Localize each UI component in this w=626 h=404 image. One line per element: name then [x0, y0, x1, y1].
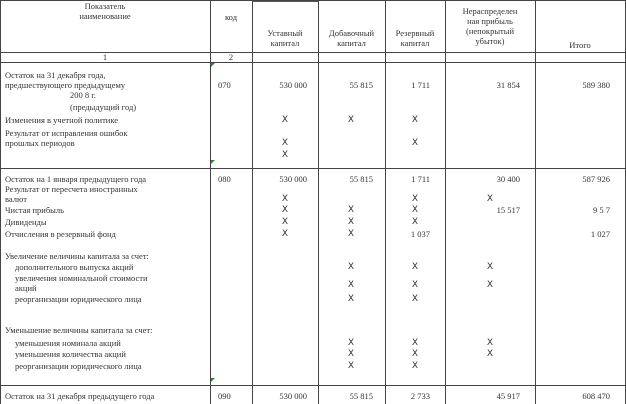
row-070-label: Остаток на 31 декабря года,: [5, 70, 106, 80]
row-increase-item: реорганизации юридического лица: [15, 294, 142, 304]
grid-line: [445, 0, 446, 404]
not-applicable-mark: Х: [281, 115, 289, 125]
not-applicable-mark: Х: [411, 361, 419, 371]
row-080-total: 587 926: [582, 174, 610, 184]
not-applicable-mark: Х: [411, 294, 419, 304]
row-error-fix-2: прошлых периодов: [5, 138, 75, 148]
row-090-additional: 55 815: [349, 391, 373, 401]
row-reserve-fund-reserve: 1 037: [410, 229, 430, 239]
row-net-profit-retained: 15 517: [496, 205, 520, 215]
not-applicable-mark: Х: [411, 338, 419, 348]
not-applicable-mark: Х: [411, 217, 419, 227]
row-070-additional: 55 815: [349, 80, 373, 90]
row-fx-2: валют: [5, 194, 27, 204]
row-070-reserve: 1 711: [411, 80, 430, 90]
grid-line: [385, 0, 386, 404]
row-070-label-2: предшествующего предыдущему: [5, 80, 126, 90]
header-capital: Уставный капитал: [267, 28, 303, 48]
row-080-retained: 30 400: [496, 174, 520, 184]
row-070-code: 070: [218, 80, 231, 90]
header-num-2: 2: [228, 52, 234, 62]
not-applicable-mark: Х: [486, 262, 494, 272]
row-decrease-item: уменьшения количества акций: [15, 349, 126, 359]
row-net-profit: Чистая прибыль: [5, 205, 64, 215]
row-080-label: Остаток на 1 января предыдущего года: [5, 174, 147, 184]
row-080-additional: 55 815: [349, 174, 373, 184]
not-applicable-mark: Х: [347, 205, 355, 215]
grid-line: [0, 168, 626, 169]
header-additional: Добавочный капитал: [328, 28, 375, 48]
grid-line: [535, 0, 536, 404]
grid-line: [252, 0, 253, 404]
row-090-label: Остаток на 31 декабря предыдущего года: [5, 391, 155, 401]
row-policy-change: Изменения в учетной политике: [5, 115, 119, 125]
cell-comment-flag: [211, 160, 215, 164]
not-applicable-mark: Х: [281, 194, 289, 204]
row-reserve-fund-total: 1 027: [590, 229, 610, 239]
row-080-code: 080: [218, 174, 231, 184]
row-090-total: 608 470: [582, 391, 610, 401]
not-applicable-mark: Х: [347, 262, 355, 272]
row-070-retained: 31 854: [496, 80, 520, 90]
not-applicable-mark: Х: [281, 150, 289, 160]
row-090-reserve: 2 733: [410, 391, 430, 401]
row-decrease-item: реорганизации юридического лица: [15, 361, 142, 371]
row-increase: Увеличение величины капитала за счет:: [5, 251, 149, 261]
not-applicable-mark: Х: [347, 349, 355, 359]
not-applicable-mark: Х: [347, 229, 355, 239]
row-error-fix: Результат от исправления ошибок: [5, 128, 128, 138]
not-applicable-mark: Х: [411, 194, 419, 204]
row-070-sub: (предыдущий год): [70, 102, 137, 112]
not-applicable-mark: Х: [486, 280, 494, 290]
header-total: Итого: [569, 40, 591, 50]
not-applicable-mark: Х: [347, 294, 355, 304]
not-applicable-mark: Х: [281, 229, 289, 239]
row-080-reserve: 1 711: [411, 174, 430, 184]
header-reserve: Резервный капитал: [395, 28, 435, 48]
not-applicable-mark: Х: [347, 280, 355, 290]
not-applicable-mark: Х: [347, 338, 355, 348]
not-applicable-mark: Х: [281, 217, 289, 227]
row-decrease: Уменьшение величины капитала за счет:: [5, 325, 153, 335]
row-090-capital: 530 000: [279, 391, 307, 401]
not-applicable-mark: Х: [347, 361, 355, 371]
not-applicable-mark: Х: [486, 194, 494, 204]
row-increase-item: акций: [15, 283, 37, 293]
row-070-total: 589 380: [582, 80, 610, 90]
row-net-profit-total: 9 5 7: [593, 205, 610, 215]
row-080-capital: 530 000: [279, 174, 307, 184]
not-applicable-mark: Х: [347, 115, 355, 125]
grid-line: [0, 62, 626, 63]
not-applicable-mark: Х: [411, 262, 419, 272]
row-increase-item: дополнительного выпуска акций: [15, 262, 134, 272]
grid-line: [318, 0, 319, 404]
not-applicable-mark: Х: [411, 349, 419, 359]
header-code: код: [224, 12, 238, 22]
not-applicable-mark: Х: [411, 205, 419, 215]
cell-comment-flag: [211, 378, 215, 382]
not-applicable-mark: Х: [486, 349, 494, 359]
not-applicable-mark: Х: [281, 138, 289, 148]
grid-line: [0, 385, 626, 386]
cell-comment-flag: [211, 63, 215, 67]
not-applicable-mark: Х: [486, 338, 494, 348]
row-decrease-item: уменьшения номинала акций: [15, 338, 121, 348]
row-090-retained: 45 917: [496, 391, 520, 401]
not-applicable-mark: Х: [411, 138, 419, 148]
header-indicator: Показатель наименование: [79, 1, 131, 21]
row-dividends: Дивиденды: [5, 217, 47, 227]
not-applicable-mark: Х: [411, 115, 419, 125]
row-070-capital: 530 000: [279, 80, 307, 90]
header-num-1: 1: [102, 52, 108, 62]
row-070-year: 200 8 г.: [70, 90, 96, 100]
not-applicable-mark: Х: [411, 280, 419, 290]
not-applicable-mark: Х: [281, 205, 289, 215]
row-increase-item: увеличения номинальной стоимости: [15, 273, 148, 283]
not-applicable-mark: Х: [347, 217, 355, 227]
row-090-code: 090: [218, 391, 231, 401]
row-reserve-fund: Отчисления в резервный фонд: [5, 229, 116, 239]
header-retained: Нераспределен ная прибыль (непокрытый убыток): [462, 6, 518, 46]
row-fx: Результат от пересчета иностранных: [5, 184, 138, 194]
